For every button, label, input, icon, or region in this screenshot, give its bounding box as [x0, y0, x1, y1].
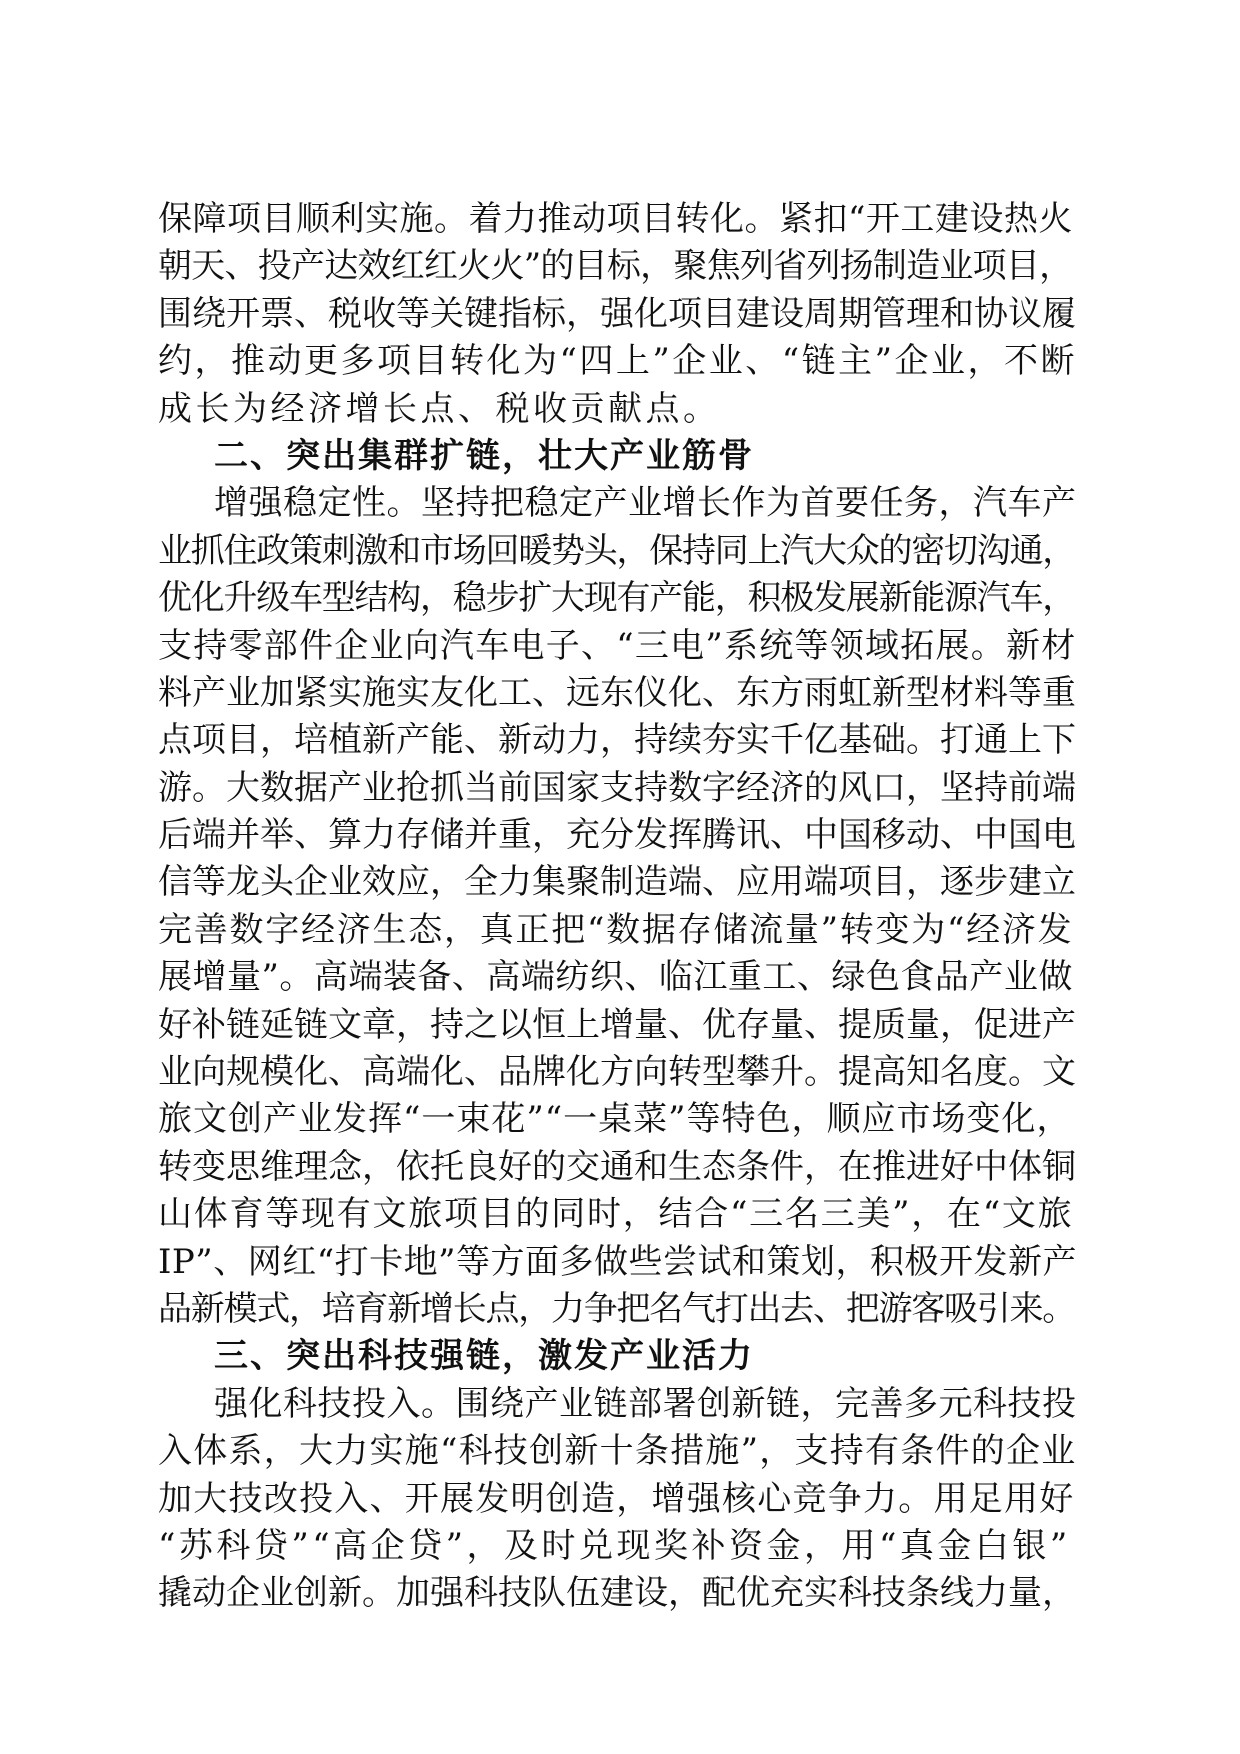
text-line: 优化升级车型结构，稳步扩大现有产能，积极发展新能源汽车， [158, 578, 1075, 619]
text-line: 山体育等现有文旅项目的同时，结合“三名三美”，在“文旅 [158, 1194, 1074, 1235]
text-line: 点项目，培植新产能、新动力，持续夯实千亿基础。打通上下 [158, 720, 1076, 761]
text-line: 业向规模化、高端化、品牌化方向转型攀升。提高知名度。文 [158, 1052, 1076, 1093]
text-line: 入体系，大力实施“科技创新十条措施”，支持有条件的企业 [158, 1431, 1077, 1472]
text-line: 保障项目顺利实施。着力推动项目转化。紧扣“开工建设热火 [158, 199, 1073, 239]
text-line: 加大技改投入、开展发明创造，增强核心竞争力。用足用好 [158, 1478, 1075, 1519]
text-line: 旅文创产业发挥“一束花”“一桌菜”等特色，顺应市场变化， [158, 1099, 1072, 1140]
text-line: 完善数字经济生态，真正把“数据存储流量”转变为“经济发 [158, 909, 1074, 950]
text-line: 好补链延链文章，持之以恒上增量、优存量、提质量，促进产 [158, 1004, 1076, 1045]
text-line: 后端并举、算力存储并重，充分发挥腾讯、中国移动、中国电 [158, 815, 1076, 856]
text-line: 转变思维理念，依托良好的交通和生态条件，在推进好中体铜 [158, 1146, 1076, 1187]
text-line: 业抓住政策刺激和市场回暖势头，保持同上汽大众的密切沟通， [158, 530, 1075, 571]
text-line: “苏科贷”“高企贷”，及时兑现奖补资金，用“真金白银” [158, 1525, 1071, 1566]
text-line: 料产业加紧实施实友化工、远东仪化、东方雨虹新型材料等重 [158, 672, 1076, 713]
text-line: 展增量”。高端装备、高端纺织、临江重工、绿色食品产业做 [158, 957, 1073, 998]
text-line: 约，推动更多项目转化为“四上”企业、“链主”企业，不断 [158, 341, 1078, 382]
text-line: 围绕开票、税收等关键指标，强化项目建设周期管理和协议履 [158, 293, 1076, 334]
text-line: IP”、网红“打卡地”等方面多做些尝试和策划，积极开发新产 [158, 1241, 1077, 1282]
section-heading: 二、突出集群扩链，壮大产业筋骨 [214, 435, 754, 476]
text-line: 强化科技投入。围绕产业链部署创新链，完善多元科技投 [214, 1383, 1077, 1424]
section-heading: 三、突出科技强链，激发产业活力 [214, 1336, 754, 1377]
text-line: 品新模式，培育新增长点，力争把名气打出去、把游客吸引来。 [158, 1288, 1075, 1329]
text-line: 增强稳定性。坚持把稳定产业增长作为首要任务，汽车产 [214, 483, 1077, 524]
text-line: 游。大数据产业抢抓当前国家支持数字经济的风口，坚持前端 [158, 767, 1076, 808]
text-line: 信等龙头企业效应，全力集聚制造端、应用端项目，逐步建立 [158, 862, 1076, 903]
text-line: 朝天、投产达效红红火火”的目标，聚焦列省列扬制造业项目， [158, 246, 1073, 287]
document-body [158, 196, 1078, 1618]
text-line: 成长为经济增长点、税收贡献点。 [158, 388, 721, 429]
text-line: 支持零部件企业向汽车电子、“三电”系统等领域拓展。新材 [158, 625, 1077, 666]
text-line: 撬动企业创新。加强科技队伍建设，配优充实科技条线力量， [158, 1573, 1076, 1614]
